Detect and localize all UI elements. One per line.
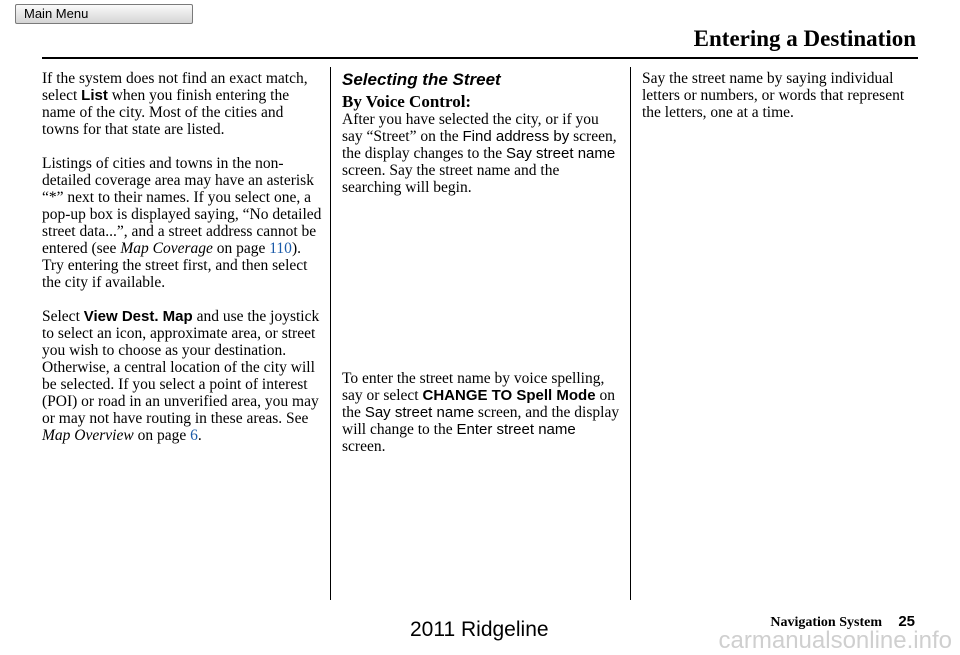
section-heading: Selecting the Street bbox=[342, 70, 501, 89]
ui-term-enter-street-name: Enter street name bbox=[456, 421, 576, 438]
ui-term-change-to-spell-mode: CHANGE TO Spell Mode bbox=[422, 387, 596, 404]
ui-term-say-street-name-2: Say street name bbox=[364, 404, 475, 421]
title-rule bbox=[42, 57, 918, 59]
reference-map-coverage: Map Coverage bbox=[120, 240, 213, 257]
ui-term-list: List bbox=[81, 87, 108, 104]
page-number: 25 bbox=[898, 613, 915, 630]
watermark: carmanualsonline.info bbox=[718, 627, 952, 654]
column-divider-2 bbox=[630, 67, 631, 600]
paragraph-spell-mode: To enter the street name by voice spelling, say or select CHANGE TO Spell Mode on the Say street name screen, and the display will change to the Enter street name screen. bbox=[342, 370, 620, 455]
paragraph-list-selection: If the system does not find an exact match, select List when you finish entering the name of the city. Most of the cities and towns for that state are listed. bbox=[42, 70, 308, 138]
paragraph-say-street-name: Say the street name by saying individual letters or numbers, or words that represent the letters, one at a time. bbox=[642, 70, 905, 121]
paragraph-view-dest-map: Select View Dest. Map and use the joystick to select an icon, approximate area, or street you wish to choose as your destination. Otherwise, a central location of the city will be selected. If you select a point of interest (POI) or road in an unverified area, you may or may not have routing in these areas. See Map Overview on page 6. bbox=[42, 308, 320, 444]
page-title: Entering a Destination bbox=[693, 26, 916, 51]
footer-model: 2011 Ridgeline bbox=[410, 618, 549, 641]
page-link-6[interactable]: 6 bbox=[190, 427, 198, 444]
footer-section-name: Navigation System bbox=[770, 615, 882, 630]
page-link-110[interactable]: 110 bbox=[269, 240, 292, 257]
main-menu-button[interactable]: Main Menu bbox=[15, 4, 193, 24]
ui-term-view-dest-map: View Dest. Map bbox=[83, 308, 193, 325]
sub-heading: By Voice Control: bbox=[342, 92, 472, 111]
column-3 bbox=[642, 70, 922, 138]
reference-map-overview: Map Overview bbox=[42, 427, 134, 444]
paragraph-non-detailed-coverage: Listings of cities and towns in the non-detailed coverage area may have an asterisk “*” next to their names. If you select one, a pop-up box is displayed saying, “No detailed street data...”, and a street address cannot be entered (see Map Coverage on page 110). Try entering the street first, and then select the city if available. bbox=[42, 155, 322, 291]
column-divider-1 bbox=[330, 67, 331, 600]
column-2 bbox=[342, 70, 622, 455]
ui-term-find-address-by: Find address by bbox=[462, 128, 570, 145]
column-1 bbox=[42, 70, 324, 461]
ui-term-say-street-name: Say street name bbox=[506, 145, 616, 162]
paragraph-voice-control: After you have selected the city, or if you say “Street” on the Find address by screen, the display changes to the Say street name screen. Say the street name and the searching will begin. bbox=[342, 111, 617, 196]
